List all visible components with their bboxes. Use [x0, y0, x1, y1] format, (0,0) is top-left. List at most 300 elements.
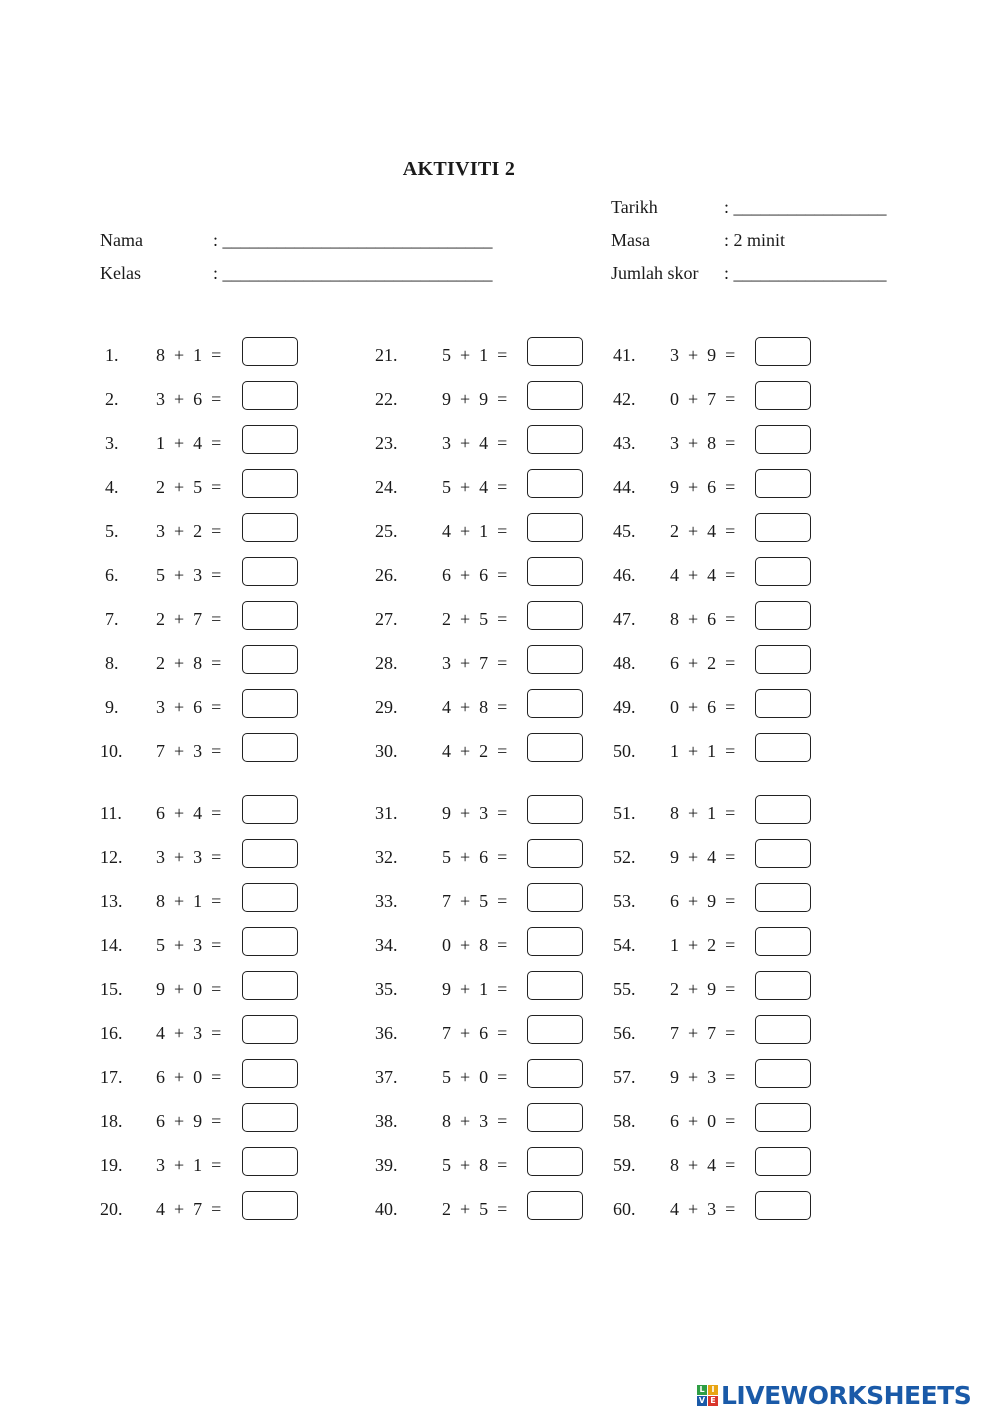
answer-box[interactable] [242, 971, 298, 1000]
problem-expression [156, 847, 221, 867]
answer-box[interactable] [242, 1147, 298, 1176]
operand-a: 8 [156, 345, 165, 365]
answer-box[interactable] [242, 645, 298, 674]
jumlah-skor-field[interactable]: : _________________ [724, 263, 887, 283]
equals-sign: = [202, 653, 222, 673]
problem-number: 8. [105, 653, 119, 673]
equals-sign: = [488, 653, 508, 673]
equals-sign: = [202, 1023, 222, 1043]
nama-field[interactable]: : ______________________________ [213, 230, 493, 250]
plus-sign: + [679, 389, 708, 409]
operand-b: 7 [707, 389, 717, 409]
operand-b: 4 [707, 847, 717, 867]
answer-box[interactable] [242, 425, 298, 454]
operand-b: 8 [479, 1155, 489, 1175]
problem-item [100, 971, 320, 1003]
operand-b: 4 [707, 521, 717, 541]
operand-b: 7 [193, 609, 203, 629]
answer-box[interactable] [755, 469, 811, 498]
problem-number: 41. [613, 345, 636, 365]
problem-expression [442, 697, 507, 717]
problem-item [100, 513, 320, 545]
operand-b: 2 [479, 741, 489, 761]
plus-sign: + [679, 891, 708, 911]
plus-sign: + [451, 847, 480, 867]
answer-box[interactable] [242, 733, 298, 762]
answer-box[interactable] [755, 1191, 811, 1220]
operand-a: 5 [442, 345, 451, 365]
operand-a: 4 [442, 697, 451, 717]
answer-box[interactable] [242, 601, 298, 630]
answer-box[interactable] [242, 795, 298, 824]
operand-a: 3 [442, 653, 451, 673]
problem-item [613, 733, 833, 765]
equals-sign: = [488, 1067, 508, 1087]
problem-number: 52. [613, 847, 636, 867]
problem-number: 15. [100, 979, 123, 999]
operand-a: 9 [670, 1067, 679, 1087]
equals-sign: = [202, 803, 222, 823]
equals-sign: = [716, 697, 736, 717]
equals-sign: = [716, 891, 736, 911]
operand-b: 7 [479, 653, 489, 673]
equals-sign: = [716, 477, 736, 497]
operand-a: 7 [442, 891, 451, 911]
answer-box[interactable] [242, 557, 298, 586]
operand-a: 3 [442, 433, 451, 453]
answer-box[interactable] [242, 337, 298, 366]
plus-sign: + [679, 1155, 708, 1175]
problem-number: 30. [375, 741, 398, 761]
problem-number: 4. [105, 477, 119, 497]
plus-sign: + [451, 345, 480, 365]
plus-sign: + [679, 565, 708, 585]
logo-mark-icon [697, 1385, 718, 1406]
problem-item [100, 1147, 320, 1179]
answer-box[interactable] [242, 1015, 298, 1044]
equals-sign: = [488, 935, 508, 955]
equals-sign: = [202, 741, 222, 761]
operand-b: 2 [707, 653, 717, 673]
answer-box[interactable] [527, 971, 583, 1000]
operand-b: 4 [479, 477, 489, 497]
operand-b: 1 [707, 803, 717, 823]
problem-number: 36. [375, 1023, 398, 1043]
problem-expression [156, 935, 221, 955]
problem-expression [156, 389, 221, 409]
plus-sign: + [451, 803, 480, 823]
problem-number: 2. [105, 389, 119, 409]
operand-b: 5 [479, 1199, 489, 1219]
operand-a: 9 [442, 389, 451, 409]
problem-number: 58. [613, 1111, 636, 1131]
masa-value: : 2 minit [724, 230, 786, 250]
answer-box[interactable] [755, 425, 811, 454]
equals-sign: = [716, 1023, 736, 1043]
operand-a: 2 [670, 979, 679, 999]
problem-item [375, 689, 595, 721]
answer-box[interactable] [755, 689, 811, 718]
page-title: AKTIVITI 2 [402, 158, 516, 180]
operand-a: 4 [156, 1199, 165, 1219]
problem-expression [156, 891, 221, 911]
plus-sign: + [679, 1067, 708, 1087]
answer-box[interactable] [755, 883, 811, 912]
operand-a: 5 [442, 477, 451, 497]
problem-item [100, 557, 320, 589]
problem-number: 51. [613, 803, 636, 823]
answer-box[interactable] [755, 733, 811, 762]
equals-sign: = [202, 979, 222, 999]
equals-sign: = [488, 521, 508, 541]
plus-sign: + [165, 741, 194, 761]
problem-expression [670, 653, 735, 673]
problem-item [613, 557, 833, 589]
operand-a: 2 [670, 521, 679, 541]
problem-expression [670, 935, 735, 955]
problem-expression [442, 521, 507, 541]
answer-box[interactable] [242, 513, 298, 542]
problem-expression [442, 1155, 507, 1175]
operand-b: 9 [707, 891, 717, 911]
problem-number: 28. [375, 653, 398, 673]
plus-sign: + [679, 741, 708, 761]
answer-box[interactable] [527, 557, 583, 586]
answer-box[interactable] [527, 927, 583, 956]
plus-sign: + [451, 433, 480, 453]
answer-box[interactable] [527, 795, 583, 824]
operand-b: 6 [707, 609, 717, 629]
problem-expression [670, 979, 735, 999]
problem-number: 31. [375, 803, 398, 823]
operand-a: 2 [442, 609, 451, 629]
answer-box[interactable] [527, 1015, 583, 1044]
answer-box[interactable] [755, 1059, 811, 1088]
operand-a: 6 [442, 565, 451, 585]
problem-number: 23. [375, 433, 398, 453]
answer-box[interactable] [527, 1147, 583, 1176]
plus-sign: + [451, 1067, 480, 1087]
problem-number: 11. [100, 803, 122, 823]
plus-sign: + [165, 389, 194, 409]
plus-sign: + [165, 521, 194, 541]
problem-number: 54. [613, 935, 636, 955]
problem-item [100, 883, 320, 915]
answer-box[interactable] [242, 927, 298, 956]
plus-sign: + [679, 1023, 708, 1043]
problem-number: 14. [100, 935, 123, 955]
problem-number: 45. [613, 521, 636, 541]
equals-sign: = [202, 345, 222, 365]
equals-sign: = [202, 521, 222, 541]
operand-a: 3 [670, 433, 679, 453]
problem-number: 47. [613, 609, 636, 629]
problem-item [100, 337, 320, 369]
problem-expression [442, 477, 507, 497]
answer-box[interactable] [242, 689, 298, 718]
operand-b: 3 [707, 1199, 717, 1219]
problem-number: 43. [613, 433, 636, 453]
tarikh-field[interactable]: : _________________ [724, 197, 887, 217]
logo-mark-tile: L [697, 1385, 707, 1395]
operand-b: 4 [193, 803, 203, 823]
answer-box[interactable] [755, 557, 811, 586]
operand-a: 4 [442, 741, 451, 761]
equals-sign: = [716, 609, 736, 629]
problem-number: 33. [375, 891, 398, 911]
kelas-field[interactable]: : ______________________________ [213, 263, 493, 283]
problem-number: 39. [375, 1155, 398, 1175]
plus-sign: + [165, 891, 194, 911]
answer-box[interactable] [755, 1015, 811, 1044]
answer-box[interactable] [755, 839, 811, 868]
answer-box[interactable] [755, 1103, 811, 1132]
plus-sign: + [451, 1155, 480, 1175]
answer-box[interactable] [242, 469, 298, 498]
equals-sign: = [716, 741, 736, 761]
problem-expression [442, 1067, 507, 1087]
problem-item [375, 1147, 595, 1179]
operand-a: 5 [442, 1067, 451, 1087]
operand-a: 9 [670, 477, 679, 497]
tarikh-label: Tarikh [611, 197, 658, 217]
problem-expression [156, 1023, 221, 1043]
plus-sign: + [451, 521, 480, 541]
operand-b: 3 [479, 803, 489, 823]
plus-sign: + [165, 803, 194, 823]
operand-b: 1 [479, 345, 489, 365]
answer-box[interactable] [755, 601, 811, 630]
operand-b: 3 [193, 935, 203, 955]
operand-a: 2 [156, 609, 165, 629]
problem-expression [442, 345, 507, 365]
operand-a: 8 [442, 1111, 451, 1131]
plus-sign: + [165, 935, 194, 955]
operand-b: 0 [193, 1067, 203, 1087]
problem-number: 24. [375, 477, 398, 497]
plus-sign: + [165, 1155, 194, 1175]
plus-sign: + [451, 1199, 480, 1219]
problem-number: 32. [375, 847, 398, 867]
answer-box[interactable] [527, 839, 583, 868]
operand-b: 4 [479, 433, 489, 453]
operand-a: 7 [442, 1023, 451, 1043]
operand-a: 4 [670, 1199, 679, 1219]
answer-box[interactable] [527, 1103, 583, 1132]
problem-item [375, 1059, 595, 1091]
problem-item [375, 1103, 595, 1135]
operand-b: 4 [193, 433, 203, 453]
answer-box[interactable] [242, 381, 298, 410]
plus-sign: + [451, 1023, 480, 1043]
problem-number: 46. [613, 565, 636, 585]
problem-item [613, 469, 833, 501]
operand-b: 6 [479, 1023, 489, 1043]
answer-box[interactable] [527, 469, 583, 498]
plus-sign: + [451, 389, 480, 409]
plus-sign: + [679, 935, 708, 955]
problem-item [100, 795, 320, 827]
operand-b: 6 [479, 565, 489, 585]
problem-expression [670, 433, 735, 453]
equals-sign: = [488, 389, 508, 409]
operand-b: 9 [707, 345, 717, 365]
answer-box[interactable] [527, 689, 583, 718]
problem-item [375, 337, 595, 369]
operand-a: 3 [156, 847, 165, 867]
jumlah-skor-label: Jumlah skor [611, 263, 699, 283]
operand-b: 3 [193, 741, 203, 761]
answer-box[interactable] [755, 795, 811, 824]
problem-item [613, 971, 833, 1003]
equals-sign: = [716, 1155, 736, 1175]
operand-b: 5 [479, 609, 489, 629]
answer-box[interactable] [755, 337, 811, 366]
answer-box[interactable] [242, 1103, 298, 1132]
plus-sign: + [451, 1111, 480, 1131]
operand-b: 8 [193, 653, 203, 673]
operand-b: 0 [479, 1067, 489, 1087]
operand-b: 3 [479, 1111, 489, 1131]
problem-number: 49. [613, 697, 636, 717]
equals-sign: = [716, 433, 736, 453]
answer-box[interactable] [527, 381, 583, 410]
problem-number: 29. [375, 697, 398, 717]
problem-item [613, 1059, 833, 1091]
operand-a: 1 [156, 433, 165, 453]
operand-b: 4 [707, 565, 717, 585]
plus-sign: + [679, 433, 708, 453]
answer-box[interactable] [527, 645, 583, 674]
answer-box[interactable] [755, 645, 811, 674]
problem-item [613, 795, 833, 827]
equals-sign: = [488, 1155, 508, 1175]
equals-sign: = [716, 803, 736, 823]
problem-expression [156, 1111, 221, 1131]
problem-number: 53. [613, 891, 636, 911]
problem-number: 5. [105, 521, 119, 541]
problem-item [100, 1015, 320, 1047]
plus-sign: + [165, 1067, 194, 1087]
problem-item [613, 337, 833, 369]
plus-sign: + [679, 979, 708, 999]
plus-sign: + [679, 345, 708, 365]
answer-box[interactable] [242, 1191, 298, 1220]
plus-sign: + [679, 609, 708, 629]
operand-a: 9 [156, 979, 165, 999]
answer-box[interactable] [527, 513, 583, 542]
problem-item [375, 601, 595, 633]
equals-sign: = [202, 565, 222, 585]
operand-a: 9 [670, 847, 679, 867]
operand-a: 2 [156, 477, 165, 497]
operand-b: 8 [479, 697, 489, 717]
problem-item [100, 1103, 320, 1135]
equals-sign: = [488, 803, 508, 823]
operand-a: 1 [670, 741, 679, 761]
answer-box[interactable] [755, 381, 811, 410]
operand-a: 8 [670, 1155, 679, 1175]
equals-sign: = [202, 1199, 222, 1219]
answer-box[interactable] [755, 1147, 811, 1176]
plus-sign: + [451, 477, 480, 497]
plus-sign: + [451, 741, 480, 761]
problem-expression [670, 345, 735, 365]
operand-a: 0 [670, 697, 679, 717]
answer-box[interactable] [527, 425, 583, 454]
answer-box[interactable] [527, 337, 583, 366]
problem-item [375, 557, 595, 589]
answer-box[interactable] [755, 971, 811, 1000]
answer-box[interactable] [527, 883, 583, 912]
answer-box[interactable] [527, 1059, 583, 1088]
problem-expression [442, 1023, 507, 1043]
problem-expression [670, 803, 735, 823]
problem-expression [670, 847, 735, 867]
answer-box[interactable] [755, 927, 811, 956]
problem-number: 38. [375, 1111, 398, 1131]
answer-box[interactable] [242, 883, 298, 912]
logo-mark-tile: I [708, 1385, 718, 1395]
plus-sign: + [165, 477, 194, 497]
problem-expression [156, 697, 221, 717]
problem-number: 26. [375, 565, 398, 585]
problem-item [100, 1059, 320, 1091]
problem-item [375, 1191, 595, 1223]
plus-sign: + [165, 565, 194, 585]
answer-box[interactable] [527, 1191, 583, 1220]
plus-sign: + [679, 653, 708, 673]
equals-sign: = [716, 521, 736, 541]
equals-sign: = [488, 433, 508, 453]
problem-expression [442, 433, 507, 453]
operand-b: 9 [479, 389, 489, 409]
equals-sign: = [488, 1111, 508, 1131]
answer-box[interactable] [527, 601, 583, 630]
answer-box[interactable] [527, 733, 583, 762]
equals-sign: = [202, 697, 222, 717]
problem-expression [442, 847, 507, 867]
plus-sign: + [165, 697, 194, 717]
equals-sign: = [716, 389, 736, 409]
answer-box[interactable] [242, 839, 298, 868]
equals-sign: = [202, 1155, 222, 1175]
equals-sign: = [202, 433, 222, 453]
problem-item [375, 839, 595, 871]
equals-sign: = [202, 1111, 222, 1131]
logo-text: LIVEWORKSHEETS [721, 1380, 972, 1410]
problem-expression [670, 1067, 735, 1087]
problem-expression [670, 891, 735, 911]
operand-b: 6 [707, 697, 717, 717]
problem-number: 10. [100, 741, 123, 761]
operand-b: 3 [707, 1067, 717, 1087]
problem-item [100, 381, 320, 413]
problem-item [613, 601, 833, 633]
problem-item [100, 645, 320, 677]
kelas-label: Kelas [100, 263, 141, 283]
problem-item [375, 883, 595, 915]
answer-box[interactable] [755, 513, 811, 542]
problem-item [613, 645, 833, 677]
problem-expression [670, 741, 735, 761]
answer-box[interactable] [242, 1059, 298, 1088]
problem-expression [442, 609, 507, 629]
liveworksheets-logo [697, 1379, 971, 1411]
plus-sign: + [679, 1111, 708, 1131]
problem-expression [156, 1155, 221, 1175]
problem-expression [670, 1111, 735, 1131]
